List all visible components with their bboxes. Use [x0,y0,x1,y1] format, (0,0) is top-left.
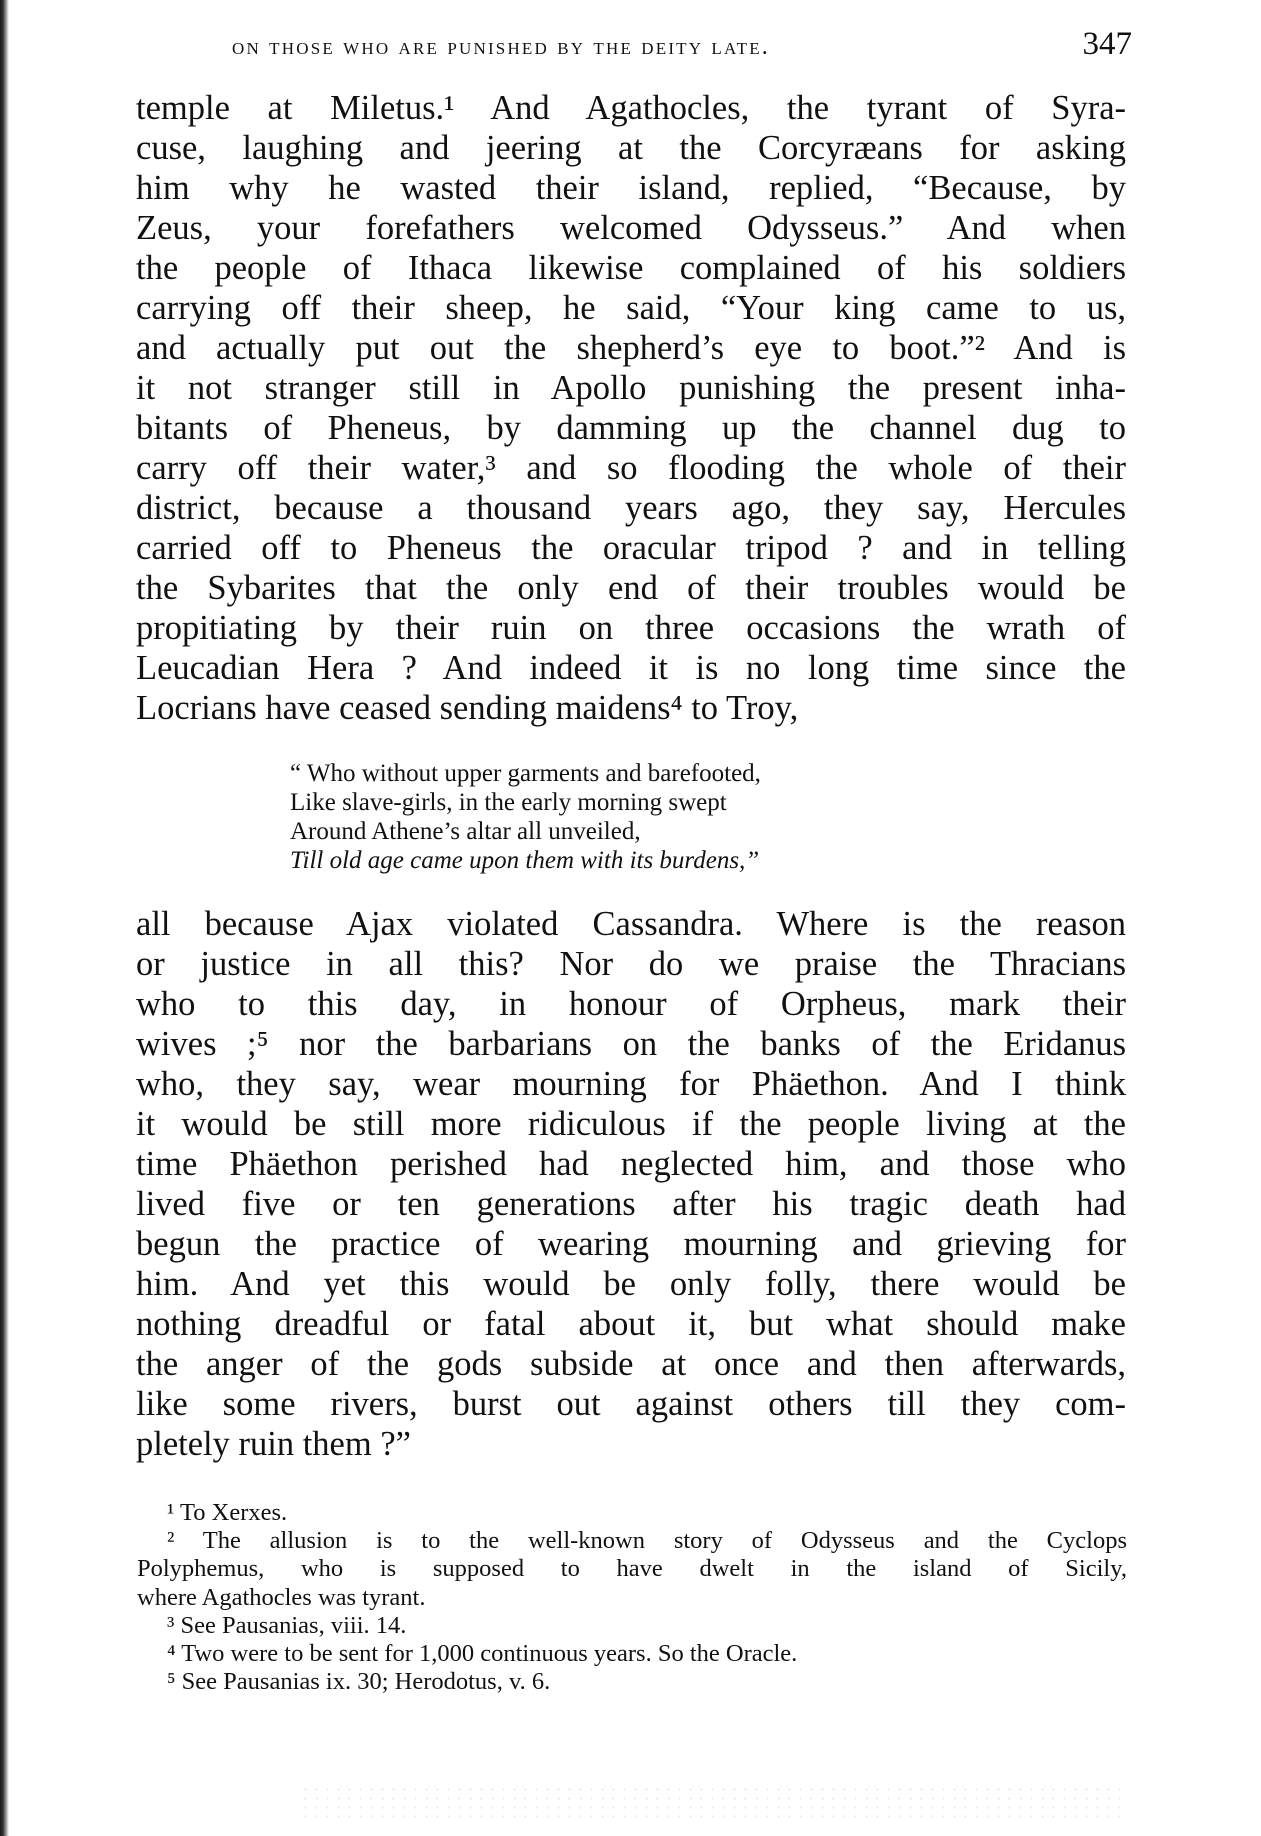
footnote-4: ⁴ Two were to be sent for 1,000 continuous years. So the Oracle. [167,1639,798,1667]
text-line: nothing dreadful or fatal about it, but what should make [136,1305,1126,1343]
text-line: wives ;⁵ nor the barbarians on the banks of the Eridanus [136,1025,1126,1063]
page-number: 347 [1082,26,1132,62]
text-line: the Sybarites that the only end of their troubles would be [136,569,1126,607]
running-head [232,26,1132,66]
text-line: pletely ruin them ?” [136,1425,411,1463]
verse-line: Till old age came upon them with its burdens,” [290,847,760,874]
text-line: all because Ajax violated Cassandra. Where is the reason [136,905,1126,943]
text-line: Zeus, your forefathers welcomed Odysseus.” And when [136,209,1126,247]
text-line: it not stranger still in Apollo punishing the present inha- [136,369,1126,407]
text-line: propitiating by their ruin on three occasions the wrath of [136,609,1126,647]
text-line: and actually put out the shepherd’s eye to boot.”² And is [136,329,1126,367]
text-line: temple at Miletus.¹ And Agathocles, the tyrant of Syra- [136,89,1126,127]
text-line: Leucadian Hera ? And indeed it is no long time since the [136,649,1126,687]
text-line: begun the practice of wearing mourning and grieving for [136,1225,1126,1263]
text-line: him why he wasted their island, replied, “Because, by [136,169,1126,207]
footnotes [137,1499,1127,1696]
running-title: on those who are punished by the deity late. [232,34,770,60]
footnote-2: ² The allusion is to the well-known story of Odysseus and the Cyclops [167,1527,1127,1555]
paragraph-before-verse [136,88,1126,728]
text-line: him. And yet this would be only folly, there would be [136,1265,1126,1303]
footnote-1: ¹ To Xerxes. [167,1499,288,1526]
page-edge-shadow [0,0,9,1836]
verse-line: Like slave-girls, in the early morning swept [290,789,727,816]
text-line: or justice in all this? Nor do we praise the Thracians [136,945,1126,983]
text-line: carried off to Pheneus the oracular tripod ? and in telling [136,529,1126,567]
footnote-2-continued: where Agathocles was tyrant. [137,1583,426,1611]
text-line: Locrians have ceased sending maidens⁴ to Troy, [136,689,799,727]
footnote-3: ³ See Pausanias, viii. 14. [167,1611,407,1639]
text-line: the people of Ithaca likewise complained of his soldiers [136,249,1126,287]
text-line: time Phäethon perished had neglected him, and those who [136,1145,1126,1183]
text-line: district, because a thousand years ago, they say, Hercules [136,489,1126,527]
footnote-5: ⁵ See Pausanias ix. 30; Herodotus, v. 6. [167,1668,551,1696]
paragraph-after-verse [136,904,1126,1464]
text-line: like some rivers, burst out against others till they com- [136,1385,1126,1423]
footnote-2-continued: Polyphemus, who is supposed to have dwelt in the island of Sicily, [137,1555,1127,1583]
text-line: who, they say, wear mourning for Phäethon. And I think [136,1065,1126,1103]
text-line: who to this day, in honour of Orpheus, mark their [136,985,1126,1023]
verse-quotation [290,759,761,875]
text-line: carrying off their sheep, he said, “Your king came to us, [136,289,1126,327]
verse-line: “ Who without upper garments and barefooted, [290,760,761,787]
text-line: lived five or ten generations after his tragic death had [136,1185,1126,1223]
text-line: cuse, laughing and jeering at the Corcyræans for asking [136,129,1126,167]
text-line: bitants of Pheneus, by damming up the channel dug to [136,409,1126,447]
text-line: the anger of the gods subside at once and then afterwards, [136,1345,1126,1383]
text-line: carry off their water,³ and so flooding the whole of their [136,449,1126,487]
text-line: it would be still more ridiculous if the people living at the [136,1105,1126,1143]
verse-line: Around Athene’s altar all unveiled, [290,818,641,845]
scan-speckle [300,1785,1120,1825]
